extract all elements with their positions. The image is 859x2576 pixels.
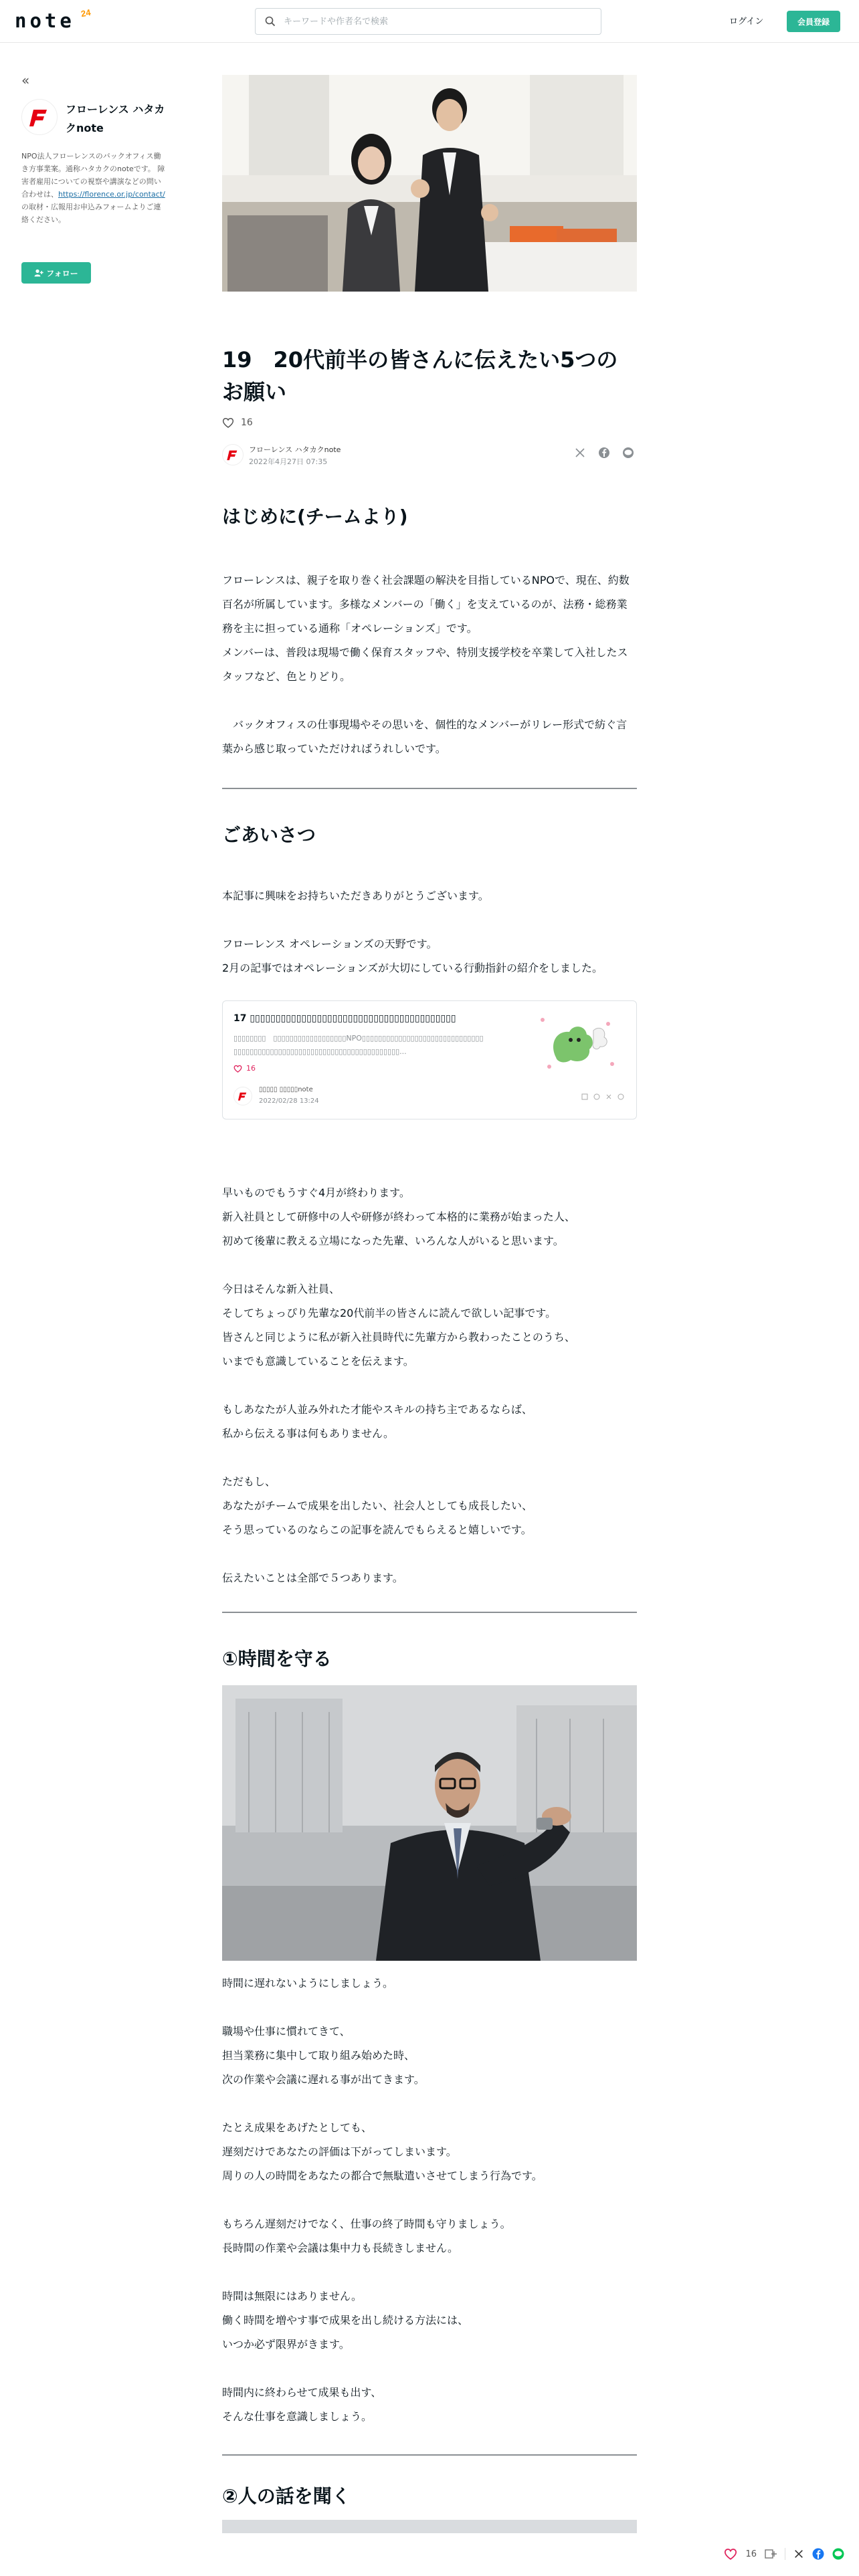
creator-desc-tail: の取材・広報用お申込みフォームよりご連絡ください。	[21, 203, 161, 224]
floating-action-bar	[724, 2548, 844, 2560]
publish-date: 2022年4月27日 07:35	[249, 457, 328, 466]
paragraph: バックオフィスの仕事現場やその思いを、個性的なメンバーがリレー形式で紡ぐ言葉から感じ取っていただければうれしいです。	[222, 718, 628, 755]
creator-name[interactable]: フローレンス ハタカクnote	[66, 103, 165, 134]
divider	[222, 2454, 637, 2456]
search-input[interactable]	[284, 17, 578, 27]
divider	[222, 788, 637, 789]
follow-label: フォロー	[46, 268, 78, 278]
paragraph: たとえ成果をあげたとしても、 遅刻だけであなたの評価は下がってしまいます。 周りの人の時間をあなたの都合で無駄遣いさせてしまう行為です。	[222, 2121, 543, 2182]
paragraph: もしあなたが人並み外れた才能やスキルの持ち主であるならば、 私から伝える事は何もありません。	[222, 1403, 533, 1440]
article-title: 19 20代前半の皆さんに伝えたい5つのお願い	[222, 347, 618, 405]
florence-logo-icon	[237, 1090, 249, 1102]
paragraph: ただもし、 あなたがチームで成果を出したい、社会人としても成長したい、 そう思っているのならこの記事を読んでもらえると嬉しいです。	[222, 1475, 533, 1536]
facebook-share-icon[interactable]	[812, 2548, 824, 2560]
creator-desc-text: NPO法人フローレンスのバックオフィス働き方事業案。通称ハタカクのnoteです。 障害者雇用についての視察や講演などの問い合わせは、	[21, 152, 165, 199]
paragraph: 伝えたいことは全部で５つあります。	[222, 1572, 403, 1584]
floating-like-count[interactable]: 16	[745, 2549, 757, 2559]
paragraph: 時間に遅れないようにしましょう。	[222, 1977, 394, 1990]
search-icon	[265, 16, 276, 27]
paragraph: 時間内に終わらせて成果も出す、 そんな仕事を意識しましょう。	[222, 2386, 382, 2423]
embed-thumbnail	[529, 1010, 623, 1075]
hero-image	[222, 75, 637, 292]
embed-date: 2022/02/28 13:24	[259, 1097, 319, 1105]
search-box[interactable]	[255, 8, 601, 35]
login-link[interactable]: ログイン	[729, 17, 764, 27]
x-share-icon[interactable]	[793, 2549, 804, 2559]
paragraph: 早いものでもうすぐ4月が終わります。 新入社員として研修中の人や研修が終わって本格的に業務が始まった人、 初めて後輩に教える立場になった先輩、いろんな人がいると思います。	[222, 1186, 575, 1247]
embed-x-icon[interactable]	[605, 1093, 612, 1100]
line-share-icon[interactable]	[622, 447, 634, 459]
embed-like-count: 16	[246, 1064, 256, 1073]
embed-description: ▯▯▯▯▯▯▯▯ ▯▯▯▯▯▯▯▯▯▯▯▯▯▯▯▯▯▯NPO▯▯▯▯▯▯▯▯▯▯▯▯▯▯▯▯▯▯▯▯▯▯▯▯▯▯▯▯▯▯ ▯▯▯▯▯▯▯▯▯▯▯▯▯▯▯▯▯▯▯▯▯▯▯▯▯▯▯▯▯▯▯▯▯▯▯▯▯▯▯▯▯...	[233, 1034, 484, 1056]
note-logo[interactable]	[15, 7, 92, 32]
signup-button[interactable]: 会員登録	[787, 11, 840, 32]
embed-avatar	[233, 1087, 252, 1105]
paragraph: 時間は無限にはありません。 働く時間を増やす事で成果を出し続ける方法には、 いつか必ず限界がきます。	[222, 2290, 469, 2351]
divider	[222, 1612, 637, 1613]
creator-description	[21, 150, 167, 226]
logo-badge: 24	[80, 7, 92, 19]
magazine-add-icon[interactable]	[765, 2549, 777, 2559]
like-row	[222, 417, 637, 428]
paragraph: 本記事に興味をお持ちいただきありがとうございます。	[222, 889, 489, 902]
paragraph: もちろん遅刻だけでなく、仕事の終了時間も守りましょう。 長時間の作業や会議は集中力も長続きしません。	[222, 2218, 511, 2254]
embed-line-icon[interactable]	[617, 1093, 624, 1100]
like-count[interactable]: 16	[241, 417, 253, 428]
contact-link[interactable]: https://florence.or.jp/contact/	[58, 190, 165, 199]
author-avatar[interactable]	[222, 444, 244, 465]
heart-icon[interactable]	[724, 2548, 737, 2560]
paragraph: フローレンス オペレーションズの天野です。 2月の記事ではオペレーションズが大切にしている行動指針の紹介をしました。	[222, 938, 603, 974]
embed-likes	[233, 1064, 256, 1073]
logo-text: note	[15, 9, 75, 32]
businessman-wristwatch-image	[222, 1685, 637, 1961]
x-share-icon[interactable]	[574, 447, 586, 459]
section-heading-greeting: ごあいさつ	[222, 824, 316, 846]
section-heading-1: ①時間を守る	[222, 1648, 332, 1670]
section-heading-intro: はじめに(チームより)	[222, 506, 408, 528]
embed-facebook-icon[interactable]	[593, 1093, 600, 1100]
embed-user: ▯▯▯▯▯ ▯▯▯▯▯note	[259, 1086, 313, 1093]
facebook-share-icon[interactable]	[598, 447, 610, 459]
embedded-article-card[interactable]	[222, 1000, 637, 1119]
article-body	[222, 503, 637, 2533]
embed-actions	[581, 1093, 624, 1100]
paragraph: 今日はそんな新入社員、 そしてちょっぴり先輩な20代前半の皆さんに読んで欲しい記事です。 皆さんと同じように私が新入社員時代に先輩方から教わったことのうち、 いまでも意識していることを伝えます。	[222, 1283, 575, 1368]
heart-icon	[233, 1065, 242, 1073]
section-heading-2: ②人の話を聞く	[222, 2485, 351, 2507]
site-header	[0, 0, 859, 43]
article	[222, 75, 637, 2533]
follow-button[interactable]	[21, 262, 91, 284]
paragraph: フローレンスは、親子を取り巻く社会課題の解決を目指しているNPOで、現在、約数百名が所属しています。多様なメンバーの「働く」を支えているのが、法務・総務業務を主に担っている通称「オペレーションズ」です。 メンバーは、普段は現場で働く保育スタッフや、特別支援学校を卒業して入社したスタッフなど、色とりどり。	[222, 574, 630, 683]
florence-logo-icon	[27, 104, 52, 130]
embed-share-icon[interactable]	[581, 1093, 588, 1100]
creator-avatar[interactable]	[21, 99, 58, 135]
author-name[interactable]: フローレンス ハタカクnote	[249, 445, 341, 454]
heart-icon[interactable]	[222, 417, 234, 428]
collapse-sidebar-icon[interactable]: «	[21, 72, 30, 88]
florence-logo-icon	[225, 447, 240, 462]
share-buttons	[574, 447, 634, 459]
author-byline	[222, 443, 637, 472]
section-2-image	[222, 2520, 637, 2533]
embed-title: 17 ▯▯▯▯▯▯▯▯▯▯▯▯▯▯▯▯▯▯▯▯▯▯▯▯▯▯▯▯▯▯▯▯▯▯▯▯▯▯▯▯	[233, 1013, 456, 1024]
user-plus-icon	[34, 269, 43, 277]
line-share-icon[interactable]	[832, 2548, 844, 2560]
paragraph: 職場や仕事に慣れてきて、 担当業務に集中して取り組み始めた時、 次の作業や会議に遅れる事が出てきます。	[222, 2025, 425, 2086]
